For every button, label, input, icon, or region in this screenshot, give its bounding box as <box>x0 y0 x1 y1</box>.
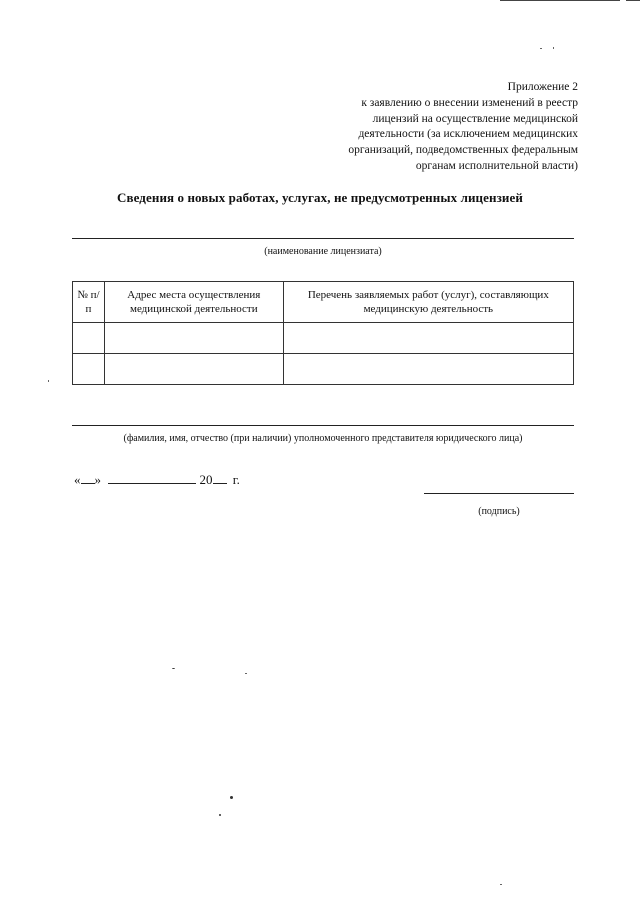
scan-speck <box>553 47 554 49</box>
annex-line: лицензий на осуществление медицинской <box>372 112 578 125</box>
table-cell[interactable] <box>73 323 105 354</box>
table-cell[interactable] <box>283 323 573 354</box>
date-close-quote: » <box>94 472 101 487</box>
annex-line: организаций, подведомственных федеральным <box>348 144 578 157</box>
annex-line: органам исполнительной власти) <box>415 159 578 172</box>
top-edge-rule <box>500 0 620 1</box>
date-line <box>74 472 240 488</box>
date-open-quote: « <box>74 472 81 487</box>
scan-speck <box>172 668 175 669</box>
month-blank[interactable] <box>108 483 196 484</box>
annex-line: Приложение 2 <box>507 81 578 93</box>
table-cell[interactable] <box>73 354 105 385</box>
year-prefix: 20 <box>199 472 213 487</box>
annex-line: к заявлению о внесении изменений в реестр <box>361 96 578 109</box>
licensee-name-line[interactable] <box>72 238 574 239</box>
table-cell[interactable] <box>104 354 283 385</box>
table-row <box>73 323 574 354</box>
scan-speck <box>245 673 247 674</box>
document-title: Сведения о новых работах, услугах, не предусмотренных лицензией <box>117 190 523 205</box>
column-header-number: № п/п <box>73 282 105 323</box>
annex-header <box>278 80 578 175</box>
representative-name-line[interactable] <box>72 425 574 426</box>
scan-speck <box>219 814 221 816</box>
column-header-address: Адрес места осуществления медицинской деятельности <box>104 282 283 323</box>
scan-speck <box>48 380 49 382</box>
top-edge-rule-short <box>626 0 640 1</box>
table-cell[interactable] <box>104 323 283 354</box>
table-cell[interactable] <box>283 354 573 385</box>
representative-caption: (фамилия, имя, отчество (при наличии) уполномоченного представителя юридического лица) <box>123 433 523 444</box>
year-blank[interactable] <box>213 483 227 484</box>
signature-caption: (подпись) <box>478 506 520 517</box>
scan-speck <box>230 796 233 799</box>
year-suffix: г. <box>232 472 240 487</box>
scan-speck <box>540 48 542 49</box>
works-table <box>72 281 574 385</box>
annex-line: деятельности (за исключением медицинских <box>358 128 578 141</box>
table-header-row <box>73 282 574 323</box>
table-row <box>73 354 574 385</box>
column-header-works: Перечень заявляемых работ (услуг), составляющих медицинскую деятельность <box>283 282 573 323</box>
licensee-caption: (наименование лицензиата) <box>264 246 382 257</box>
signature-line[interactable] <box>424 493 574 494</box>
scan-speck <box>500 884 502 885</box>
day-blank[interactable] <box>81 483 95 484</box>
